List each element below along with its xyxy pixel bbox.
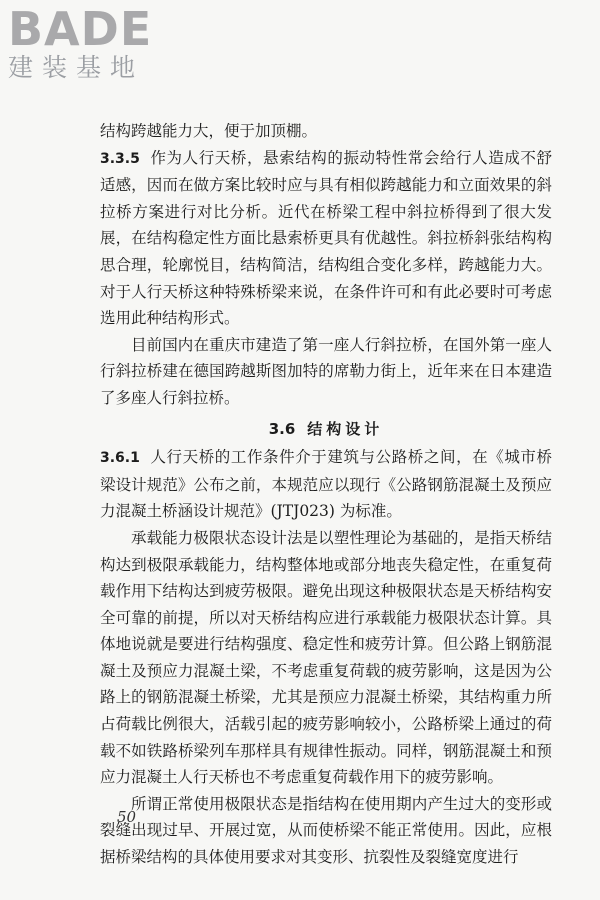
paragraph-continuation: 结构跨越能力大，便于加顶棚。	[100, 122, 318, 140]
section-number: 3.6	[268, 419, 296, 438]
clause-text: 作为人行天桥，悬索结构的振动特性常会给行人造成不舒适感，因而在做方案比较时应与具有相似跨越能力和立面效果的斜拉桥方案进行对比分析。近代在桥梁工程中斜拉桥得到了很大发展，在结构稳定性方面比悬索桥更具有优越性。斜拉桥斜张结构构思合理，轮廓悦目，结构简洁，结构组合变化多样，跨越能力大。对于人行天桥这种特殊桥梁来说，在条件许可和有此必要时可考虑选用此种结构形式。	[100, 148, 552, 328]
clause-text: 人行天桥的工作条件介于建筑与公路桥之间，在《城市桥梁设计规范》公布之前，本规范应以现行《公路钢筋混凝土及预应力混凝土桥涵设计规范》(JTJ023) 为标准。	[100, 448, 552, 521]
document-body	[100, 118, 552, 871]
watermark-chinese-text: 建装基地	[8, 53, 145, 82]
section-title-text: 结构设计	[307, 419, 384, 438]
watermark-latin-text: BADE	[8, 2, 153, 56]
clause-3-3-5	[100, 145, 552, 332]
clause-3-6-1	[100, 444, 552, 525]
paragraph: 所谓正常使用极限状态是指结构在使用期内产生过大的变形或裂缝出现过早、开展过宽，从而使桥梁不能正常使用。因此，应根据桥梁结构的具体使用要求对其变形、抗裂性及裂缝宽度进行	[100, 794, 552, 867]
clause-number: 3.3.5	[100, 150, 140, 167]
paragraph: 目前国内在重庆市建造了第一座人行斜拉桥，在国外第一座人行斜拉桥建在德国跨越斯图加特的席勒力街上，近年来在日本建造了多座人行斜拉桥。	[100, 335, 552, 407]
page-number: 50	[117, 808, 137, 826]
bade-watermark-logo	[8, 4, 178, 88]
paragraph: 承载能力极限状态设计法是以塑性理论为基础的，是指天桥结构达到极限承载能力，结构整体地或部分地丧失稳定性，在重复荷载作用下结构达到疲劳极限。避免出现这种极限状态是天桥结构安全可靠的前提，所以对天桥结构应进行承载能力极限状态计算。具体地说就是要进行结构强度、稳定性和疲劳计算。但公路上钢筋混凝土及预应力混凝土梁，不考虑重复荷载的疲劳影响，这是因为公路上的钢筋混凝土桥梁，尤其是预应力混凝土桥梁，其结构重力所占荷载比例很大，活载引起的疲劳影响较小，公路桥梁上通过的荷载不如铁路桥梁列车那样具有规律性振动。同样，钢筋混凝土和预应力混凝土人行天桥也不考虑重复荷载作用下的疲劳影响。	[100, 528, 552, 787]
clause-number: 3.6.1	[100, 450, 140, 467]
section-heading	[100, 416, 552, 443]
